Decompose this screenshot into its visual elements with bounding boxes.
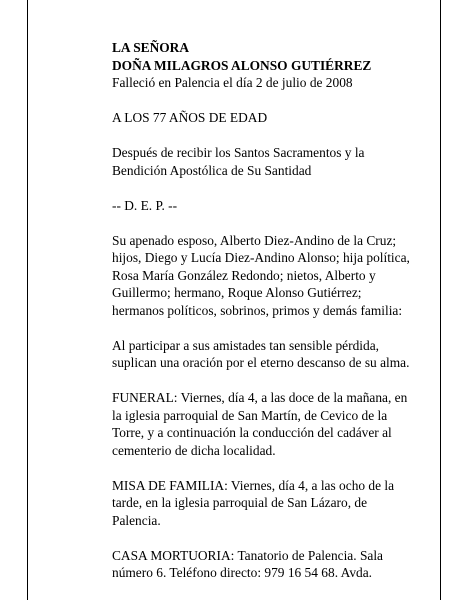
request-line: suplican una oración por el eterno descanso de su alma. — [112, 355, 410, 370]
deceased-name: DOÑA MILAGROS ALONSO GUTIÉRREZ — [112, 57, 372, 73]
casa-paragraph — [112, 547, 430, 582]
sacraments-line: Después de recibir los Santos Sacramentos y la — [112, 145, 365, 160]
family-line: Guillermo; hermano, Roque Alonso Gutiérrez; — [112, 285, 362, 300]
sacraments-paragraph — [112, 144, 430, 179]
family-line: Rosa María González Redondo; nietos, Alberto y — [112, 267, 376, 283]
age-paragraph — [112, 109, 430, 127]
misa-line: tarde, en la iglesia parroquial de San Lázaro, de — [112, 495, 368, 510]
casa-line: CASA MORTUORIA: Tanatorio de Palencia. Sala — [112, 547, 383, 563]
age-statement: A LOS 77 AÑOS DE EDAD — [112, 110, 268, 125]
request-line: Al participar a sus amistades tan sensible pérdida, — [112, 337, 379, 353]
sacraments-line: Bendición Apostólica de Su Santidad — [112, 162, 312, 178]
funeral-line: FUNERAL: Viernes, día 4, a las doce de la mañana, en — [112, 390, 408, 405]
misa-line: MISA DE FAMILIA: Viernes, día 4, a las ocho de la — [112, 477, 395, 493]
dep-line: -- D. E. P. -- — [112, 197, 178, 213]
casa-line: número 6. Teléfono directo: 979 16 54 68. Avda. — [112, 565, 373, 580]
misa-line: Palencia. — [112, 512, 161, 528]
funeral-paragraph — [112, 389, 430, 459]
page-border-right — [440, 0, 441, 600]
funeral-line: la iglesia parroquial de San Martín, de Cevico de la — [112, 407, 388, 423]
family-line: hermanos políticos, sobrinos, primos y demás familia: — [112, 302, 403, 318]
family-paragraph — [112, 232, 430, 320]
title-line-1: LA SEÑORA — [112, 40, 190, 55]
death-statement: Falleció en Palencia el día 2 de julio de 2008 — [112, 75, 353, 90]
obituary-notice — [112, 39, 430, 599]
funeral-line: cementerio de dicha localidad. — [112, 442, 276, 458]
dep-paragraph — [112, 197, 430, 215]
family-line: Su apenado esposo, Alberto Diez-Andino de la Cruz; — [112, 232, 397, 248]
family-line: hijos, Diego y Lucía Diez-Andino Alonso; hija política, — [112, 250, 410, 265]
request-paragraph — [112, 337, 430, 372]
deceased-header — [112, 39, 430, 92]
misa-paragraph — [112, 477, 430, 530]
funeral-line: Torre, y a continuación la conducción del cadáver al — [112, 425, 392, 440]
page-border-left — [27, 0, 28, 600]
